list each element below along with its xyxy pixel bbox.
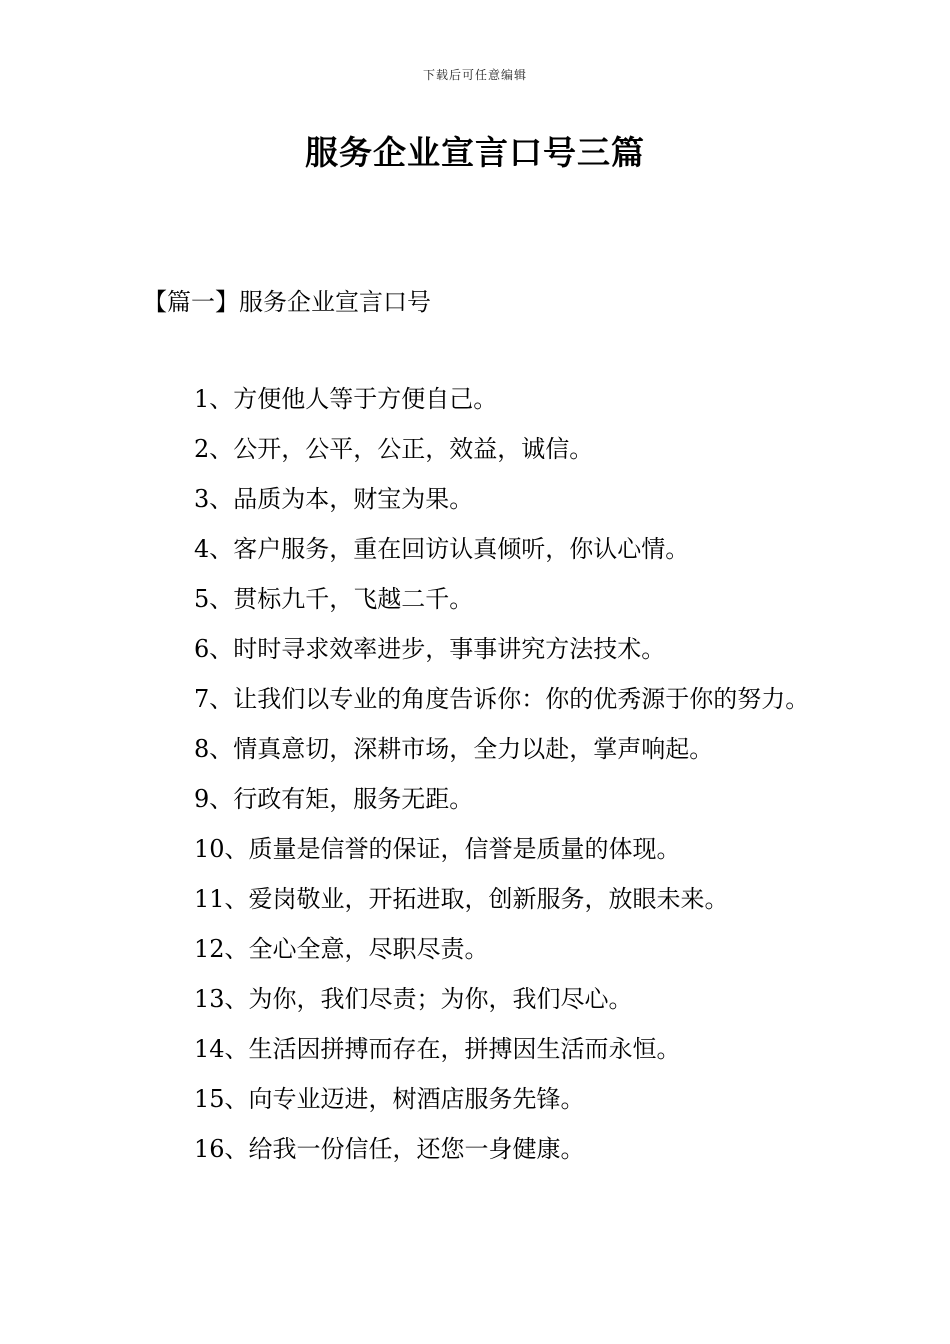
slogan-item: 9、行政有矩，服务无距。 [194, 785, 474, 813]
slogan-item: 5、贯标九千，飞越二千。 [194, 585, 474, 613]
slogan-item: 13、为你，我们尽责；为你，我们尽心。 [194, 985, 633, 1013]
document-title: 服务企业宣言口号三篇 [305, 133, 645, 172]
slogan-item: 12、全心全意，尽职尽责。 [194, 935, 489, 963]
slogan-item: 15、向专业迈进，树酒店服务先锋。 [194, 1085, 585, 1113]
section-heading: 【篇一】服务企业宣言口号 [143, 288, 431, 316]
slogan-item: 6、时时寻求效率进步，事事讲究方法技术。 [194, 635, 666, 663]
slogan-item: 7、让我们以专业的角度告诉你：你的优秀源于你的努力。 [194, 685, 810, 713]
slogan-item: 14、生活因拼搏而存在，拼搏因生活而永恒。 [194, 1035, 681, 1063]
slogan-item: 11、爱岗敬业，开拓进取，创新服务，放眼未来。 [194, 885, 729, 913]
slogan-item: 10、质量是信誉的保证，信誉是质量的体现。 [194, 835, 681, 863]
slogan-item: 4、客户服务，重在回访认真倾听，你认心情。 [194, 535, 690, 563]
slogan-list [143, 374, 813, 1174]
slogan-item: 1、方便他人等于方便自己。 [194, 385, 498, 413]
slogan-item: 2、公开，公平，公正，效益，诚信。 [194, 435, 594, 463]
slogan-item: 16、给我一份信任，还您一身健康。 [194, 1135, 585, 1163]
header-note: 下载后可任意编辑 [422, 68, 527, 82]
slogan-item: 3、品质为本，财宝为果。 [194, 485, 474, 513]
slogan-item: 8、情真意切，深耕市场，全力以赴，掌声响起。 [194, 735, 714, 763]
